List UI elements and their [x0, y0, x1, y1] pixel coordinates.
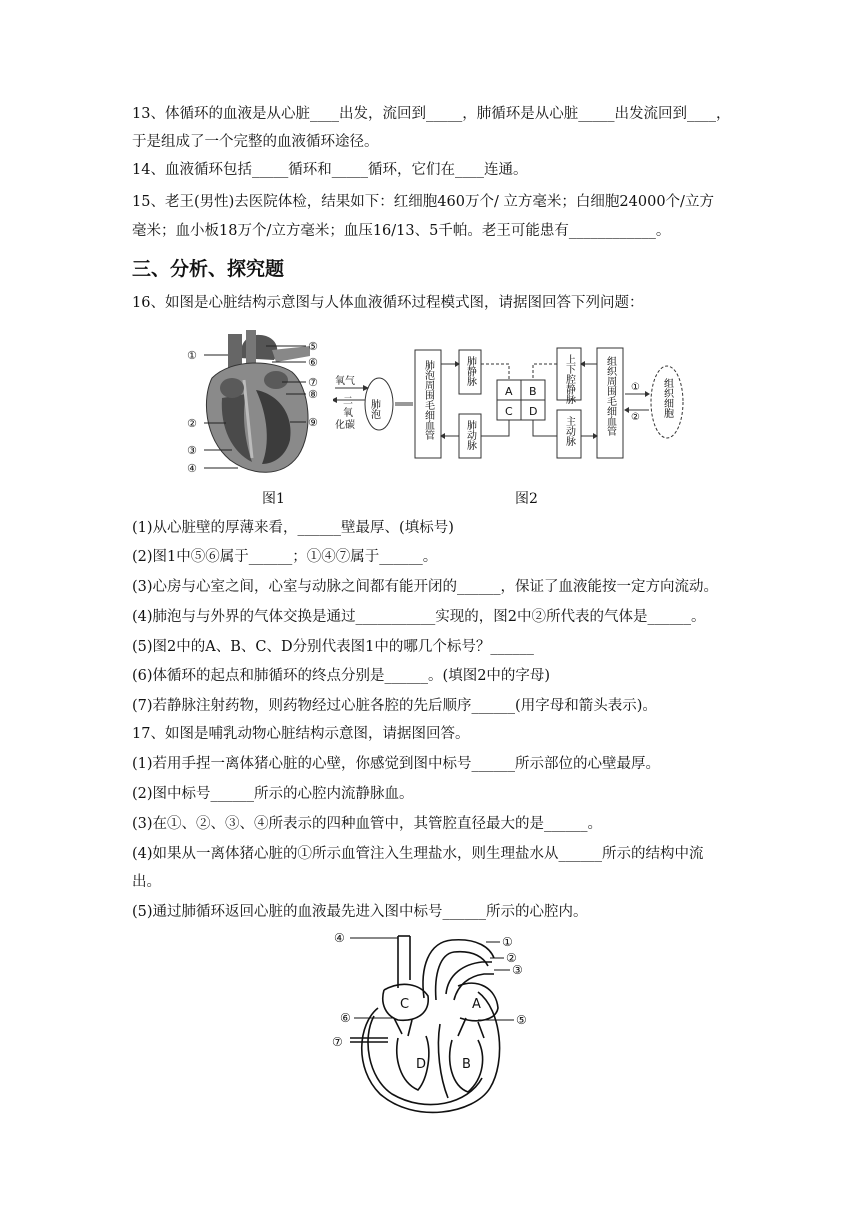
q17-item-4-cont: 出。	[132, 874, 161, 890]
fig3-chamber-d: D	[416, 1057, 427, 1072]
fig3-label-1: ①	[502, 935, 513, 949]
fig2-lung-capillary: 肺泡周围毛细血管	[422, 360, 434, 440]
fig3-chamber-c: C	[400, 997, 410, 1012]
q16-item-3: (3)心房与心室之间，心室与动脉之间都有能开闭的______，保证了血液能按一定方向流动。	[132, 579, 719, 595]
q16-item-6: (6)体循环的起点和肺循环的终点分别是______。(填图2中的字母)	[132, 668, 551, 684]
q14-line: 14、血液循环包括_____循环和_____循环，它们在____连通。	[132, 162, 528, 178]
fig1-label-4: ④	[187, 462, 197, 475]
fig2-co2-a: 二	[343, 396, 353, 407]
fig2-co2-c: 化碳	[335, 420, 355, 431]
q13-line2: 于是组成了一个完整的血液循环途径。	[132, 134, 379, 150]
q17-item-5: (5)通过肺循环返回心脏的血液最先进入图中标号______所示的心腔内。	[132, 904, 588, 920]
fig1-label-7: ⑦	[308, 376, 318, 389]
q16-intro: 16、如图是心脏结构示意图与人体血液循环过程模式图，请据图回答下列问题：	[132, 295, 644, 311]
fig2-pulm-vein: 肺静脉	[464, 356, 476, 386]
fig3-chamber-b: B	[462, 1057, 471, 1072]
figure3-heart	[328, 928, 542, 1114]
fig2-num1: ①	[631, 382, 640, 393]
q17-item-4: (4)如果从一离体猪心脏的①所示血管注入生理盐水，则生理盐水从______所示的结构中流	[132, 846, 704, 862]
fig1-label-1: ①	[187, 349, 197, 362]
fig2-chamber-b: B	[529, 385, 537, 398]
q16-item-1: (1)从心脏壁的厚薄来看，______壁最厚、(填标号)	[132, 520, 454, 536]
fig3-label-5: ⑤	[516, 1013, 527, 1027]
fig3-label-3: ③	[512, 963, 523, 977]
q17-item-3: (3)在①、②、③、④所表示的四种血管中，其管腔直径最大的是______。	[132, 816, 603, 832]
q15-line1: 15、老王(男性)去医院体检，结果如下：红细胞460万个/ 立方毫米；白细胞24000个/立方	[132, 194, 714, 210]
q13-line1: 13、体循环的血液是从心脏____出发，流回到_____，肺循环是从心脏_____出发流回到____，	[132, 106, 731, 122]
fig1-label-5: ⑤	[308, 340, 318, 353]
fig3-label-7: ⑦	[332, 1035, 343, 1049]
q17-item-1: (1)若用手捏一离体猪心脏的心壁，你感觉到图中标号______所示部位的心壁最厚。	[132, 756, 661, 772]
q17-intro: 17、如图是哺乳动物心脏结构示意图，请据图回答。	[132, 726, 470, 742]
fig2-tissue-capillary: 组织周围毛细血管	[604, 356, 616, 436]
fig1-label-3: ③	[187, 444, 197, 457]
q16-item-2: (2)图1中⑤⑥属于______；①④⑦属于______。	[132, 549, 438, 565]
fig3-label-6: ⑥	[340, 1011, 351, 1025]
figure1-heart	[182, 328, 332, 478]
fig1-label-2: ②	[187, 417, 197, 430]
fig2-chamber-a: A	[505, 385, 513, 398]
fig2-pulm-artery: 肺动脉	[464, 420, 476, 450]
figure2-caption: 图2	[515, 491, 538, 507]
section-title: 三、分析、探究题	[132, 258, 285, 280]
fig2-alveoli: 肺泡	[368, 399, 380, 419]
fig3-chamber-a: A	[472, 997, 481, 1012]
q16-item-4: (4)肺泡与与外界的气体交换是通过___________实现的，图2中②所代表的气体是______。	[132, 609, 706, 625]
q17-item-2: (2)图中标号______所示的心腔内流静脉血。	[132, 786, 414, 802]
fig2-aorta: 主动脉	[563, 416, 575, 446]
fig3-label-4: ④	[334, 931, 345, 945]
figure2-circulation	[333, 344, 695, 464]
figure1-caption: 图1	[262, 491, 285, 507]
fig1-label-6: ⑥	[308, 356, 318, 369]
fig1-label-8: ⑧	[308, 388, 318, 401]
fig2-num2: ②	[631, 412, 640, 423]
q15-line2: 毫米；血小板18万个/立方毫米；血压16/13、5千帕。老王可能患有____________。	[132, 223, 671, 239]
fig2-co2-b: 氧	[343, 408, 353, 419]
fig2-chamber-d: D	[529, 405, 538, 418]
q16-item-7: (7)若静脉注射药物，则药物经过心脏各腔的先后顺序______(用字母和箭头表示)。	[132, 698, 657, 714]
fig1-label-9: ⑨	[308, 416, 318, 429]
fig2-vena-cava: 上下腔静脉	[563, 354, 575, 404]
q16-item-5: (5)图2中的A、B、C、D分别代表图1中的哪几个标号？______	[132, 639, 534, 655]
fig2-tissue-cell: 组织细胞	[661, 378, 673, 418]
fig3-label-2: ②	[506, 951, 517, 965]
fig2-o2: 氧气	[335, 376, 355, 387]
fig2-chamber-c: C	[505, 405, 513, 418]
